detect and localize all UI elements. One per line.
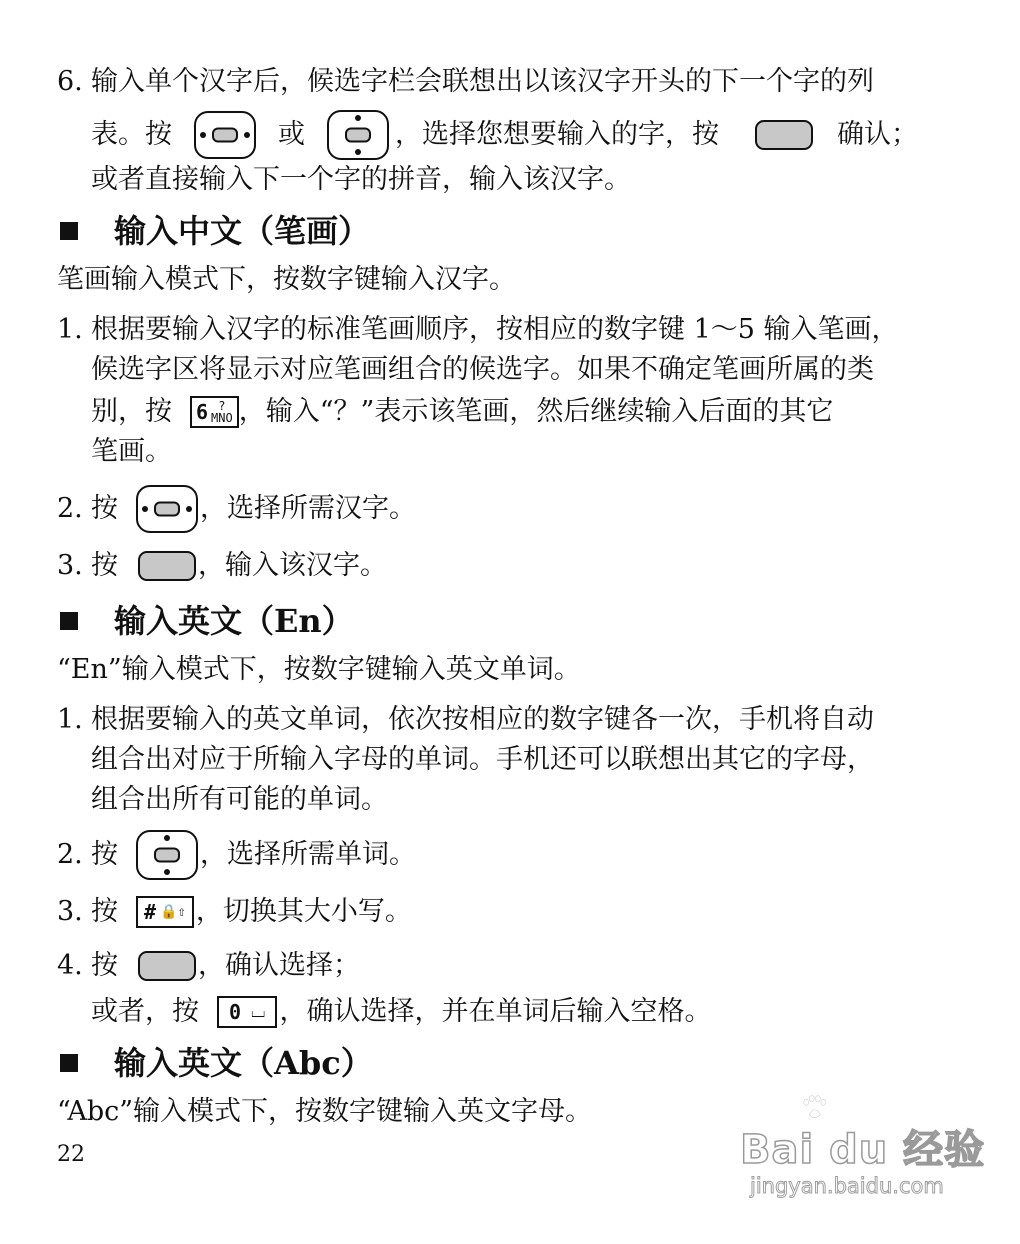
- item-text: 按: [91, 839, 118, 870]
- item-text: ，确认选择；: [198, 950, 360, 981]
- item-number: 3.: [57, 550, 83, 581]
- key-label: 6: [196, 400, 209, 424]
- ok-key-icon: [138, 551, 196, 581]
- item-text: 组合出所有可能的单词。: [91, 784, 388, 815]
- item-number: 3.: [57, 896, 83, 927]
- stroke-item1-line3: [91, 392, 833, 432]
- section-title: 输入英文（En）: [114, 602, 354, 640]
- item-text: 组合出对应于所输入字母的单词。手机还可以联想出其它的字母，: [91, 744, 874, 775]
- key-sub-label: ?: [218, 399, 226, 413]
- section-intro: [57, 650, 581, 690]
- item-text: 候选字区将显示对应笔画组合的候选字。如果不确定笔画所属的类: [91, 354, 874, 385]
- item-number: 4.: [57, 950, 83, 981]
- lock-shift-icon: 🔒⇧: [160, 904, 186, 920]
- en-item1-line2: [91, 740, 874, 780]
- item-text: 或者直接输入下一个字的拼音，输入该汉字。: [91, 164, 631, 195]
- item-text: ，确认选择，并在单词后输入空格。: [279, 996, 712, 1027]
- section-heading-stroke: [60, 208, 370, 254]
- item-text: 笔画。: [91, 436, 172, 467]
- item-text: 按: [91, 550, 118, 581]
- nav-up-down-key-icon: [136, 830, 198, 880]
- page-number: 22: [57, 1142, 85, 1167]
- section-intro: [57, 1092, 592, 1132]
- en-item2: [57, 830, 416, 880]
- intro-text: “En”输入模式下，按数字键输入英文单词。: [57, 654, 581, 685]
- space-icon: ⌴: [251, 1001, 266, 1022]
- item-text: 确认；: [837, 119, 918, 150]
- en-item1-line1: [57, 700, 874, 740]
- section-heading-abc: [60, 1040, 373, 1086]
- item6-line3: [91, 160, 631, 200]
- en-item4-line1: [57, 946, 360, 986]
- key-0-icon: [217, 996, 277, 1028]
- item-text: 或者，按: [91, 996, 199, 1027]
- item-text: 输入单个汉字后，候选字栏会联想出以该汉字开头的下一个字的列: [91, 66, 874, 97]
- section-heading-en: [60, 598, 354, 644]
- stroke-item1-line1: [57, 310, 899, 350]
- square-bullet-icon: [60, 1054, 78, 1072]
- nav-left-right-key-icon: [136, 485, 198, 533]
- item-number: 1.: [57, 314, 83, 345]
- key-sub-label: MNO: [211, 411, 233, 425]
- nav-left-right-key-icon: [194, 111, 256, 159]
- section-intro: [57, 260, 516, 300]
- intro-text: “Abc”输入模式下，按数字键输入英文字母。: [57, 1096, 593, 1127]
- section-title: 输入中文（笔画）: [114, 212, 371, 250]
- item-text: ，选择您想要输入的字，按: [395, 119, 719, 150]
- ok-key-icon: [755, 120, 813, 150]
- intro-text: 笔画输入模式下，按数字键输入汉字。: [57, 264, 516, 295]
- item-text: ，输入“？”表示该笔画，然后继续输入后面的其它: [238, 396, 834, 427]
- stroke-item1-line4: [91, 432, 172, 472]
- item-number: 2.: [57, 839, 83, 870]
- item-number: 2.: [57, 493, 83, 524]
- watermark-url: jingyan.baidu.com: [750, 1174, 944, 1198]
- stroke-item2: [57, 484, 416, 534]
- en-item4-line2: [91, 992, 711, 1032]
- key-label: 0: [229, 1000, 242, 1024]
- section-title: 输入英文（Abc）: [114, 1044, 373, 1082]
- item6-line2: [91, 110, 918, 160]
- nav-up-down-key-icon: [327, 110, 389, 160]
- item-text: 或: [278, 119, 305, 150]
- item-text: 根据要输入的英文单词，依次按相应的数字键各一次，手机将自动: [91, 704, 874, 735]
- square-bullet-icon: [60, 222, 78, 240]
- item-text: ，输入该汉字。: [198, 550, 387, 581]
- key-label: #: [144, 900, 157, 924]
- item-text: 按: [91, 950, 118, 981]
- item6-line1: [57, 62, 874, 102]
- en-item3: [57, 892, 412, 932]
- item-text: 按: [91, 493, 118, 524]
- key-6-icon: [190, 396, 239, 428]
- item-text: 按: [91, 896, 118, 927]
- item-text: 根据要输入汉字的标准笔画顺序，按相应的数字键 1～5 输入笔画，: [91, 314, 899, 345]
- stroke-item1-line2: [91, 350, 874, 390]
- en-item1-line3: [91, 780, 388, 820]
- item-number: 6.: [57, 66, 83, 97]
- item-text: 别，按: [91, 396, 172, 427]
- key-hash-icon: [136, 896, 194, 928]
- item-number: 1.: [57, 704, 83, 735]
- square-bullet-icon: [60, 612, 78, 630]
- item-text: ，切换其大小写。: [195, 896, 412, 927]
- item-text: ，选择所需单词。: [200, 839, 416, 870]
- item-text: 表。按: [91, 119, 172, 150]
- ok-key-icon: [138, 951, 196, 981]
- stroke-item3: [57, 546, 387, 586]
- item-text: ，选择所需汉字。: [200, 493, 416, 524]
- watermark-brand: Bai du 经验: [740, 1127, 986, 1173]
